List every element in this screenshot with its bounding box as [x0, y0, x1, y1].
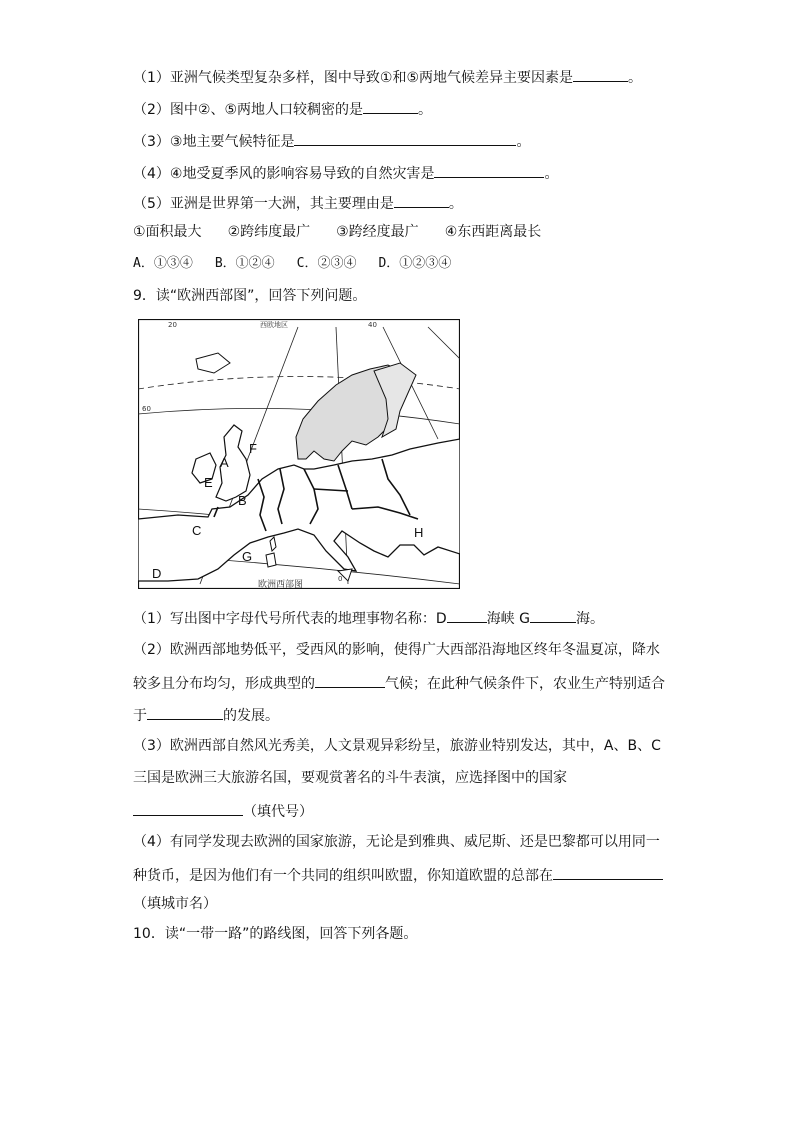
q9-sub4-text-b: 种货币，是因为他们有一个共同的组织叫欧盟，你知道欧盟的总部在: [133, 868, 553, 884]
map-label-d: D: [152, 566, 162, 581]
sardinia-shape: [266, 553, 276, 567]
q8-sub4-text: （4）④地受夏季风的影响容易导致的自然灾害是: [133, 166, 435, 182]
choice-a[interactable]: A．①③④: [133, 256, 193, 271]
q8-sub1-end: 。: [628, 70, 643, 86]
q8-sub4: [133, 162, 558, 184]
q9-sub4-line1: （4）有同学发现去欧洲的国家旅游，无论是到雅典、威尼斯、还是巴黎都可以用同一: [133, 834, 660, 850]
q8-sub3-text: （3）③地主要气候特征是: [133, 134, 295, 150]
choice-c[interactable]: C．②③④: [296, 256, 357, 271]
q9-sub2-text-c: 于: [133, 708, 147, 724]
q9-sub1-text-c: 海。: [576, 611, 604, 627]
answer-blank[interactable]: [315, 672, 385, 688]
q8-sub5: [133, 192, 463, 214]
q8-sub3: [133, 130, 530, 152]
q8-sub2: [133, 98, 432, 120]
map-label-a: A: [220, 455, 229, 470]
q9-sub2-text-d: 的发展。: [223, 708, 279, 724]
answer-blank[interactable]: [530, 607, 576, 623]
map-label-h: H: [414, 525, 424, 540]
q8-sub5-text: （5）亚洲是世界第一大洲，其主要理由是: [133, 196, 394, 212]
answer-blank[interactable]: [294, 130, 516, 146]
map-label-g: G: [242, 549, 253, 564]
map-label-f: F: [249, 441, 257, 456]
map-label-c: C: [192, 523, 202, 538]
answer-blank[interactable]: [394, 192, 449, 208]
q9-title: 9．读“欧洲西部图”，回答下列问题。: [133, 288, 367, 304]
answer-blank[interactable]: [133, 800, 243, 816]
q8-sub3-end: 。: [516, 134, 531, 150]
q9-sub3-line3: [133, 800, 313, 822]
map-caption: 欧洲西部图: [258, 580, 304, 589]
answer-blank[interactable]: [434, 162, 544, 178]
answer-blank[interactable]: [363, 98, 418, 114]
q9-sub1: [133, 607, 604, 629]
grid-label-0: 0: [338, 575, 343, 583]
map-label-e: E: [204, 475, 213, 490]
answer-blank[interactable]: [147, 704, 223, 720]
q9-sub4-line2: [133, 864, 663, 886]
answer-blank[interactable]: [553, 864, 663, 880]
option-item: ②跨纬度最广: [227, 224, 311, 240]
q9-sub2-line3: [133, 704, 279, 726]
western-europe-map: [138, 319, 460, 589]
q9-sub3-line1: （3）欧洲西部自然风光秀美，人文景观异彩纷呈，旅游业特别发达，其中，A、B、C: [133, 738, 661, 754]
answer-blank[interactable]: [447, 607, 487, 623]
grid-label-40: 40: [368, 321, 377, 329]
q8-sub2-text: （2）图中②、⑤两地人口较稠密的是: [133, 102, 364, 118]
choice-b[interactable]: B．①②④: [214, 256, 275, 271]
q8-options: [133, 222, 567, 242]
q8-choices: [133, 254, 473, 274]
q8-sub4-end: 。: [544, 166, 559, 182]
q9-sub4-line3: （填城市名）: [133, 896, 217, 912]
choice-d[interactable]: D．①②③④: [378, 256, 452, 271]
q9-sub2-text-b: 气候；在此种气候条件下，农业生产特别适合: [385, 676, 665, 692]
q9-sub2-line1: （2）欧洲西部地势低平，受西风的影响，使得广大西部沿海地区终年冬温夏凉，降水: [133, 642, 660, 658]
answer-blank[interactable]: [573, 66, 628, 82]
map-label-b: B: [238, 493, 247, 508]
grid-label-60: 60: [142, 405, 151, 413]
q8-sub2-end: 。: [418, 102, 433, 118]
q8-sub1: [133, 66, 642, 88]
q10-title: 10．读“一带一路”的路线图，回答下列各题。: [133, 926, 418, 942]
q9-sub2-text-a: 较多且分布均匀，形成典型的: [133, 676, 315, 692]
map-top-label: 西欧地区: [260, 321, 288, 329]
grid-label-20: 20: [168, 321, 177, 329]
q9-sub3-text-c: （填代号）: [243, 804, 313, 820]
q9-sub3-line2: 三国是欧洲三大旅游名国，要观赏著名的斗牛表演，应选择图中的国家: [133, 770, 567, 786]
q9-sub2-line2: [133, 672, 665, 694]
q9-sub1-text-b: 海峡 G: [486, 611, 530, 627]
option-item: ④东西距离最长: [444, 224, 542, 240]
option-item: ①面积最大: [133, 224, 202, 240]
option-item: ③跨经度最广: [336, 224, 419, 240]
q8-sub5-end: 。: [448, 196, 463, 212]
q9-sub1-text-a: （1）写出图中字母代号所代表的地理事物名称：D: [133, 611, 447, 627]
q8-sub1-text: （1）亚洲气候类型复杂多样，图中导致①和⑤两地气候差异主要因素是: [133, 70, 574, 86]
